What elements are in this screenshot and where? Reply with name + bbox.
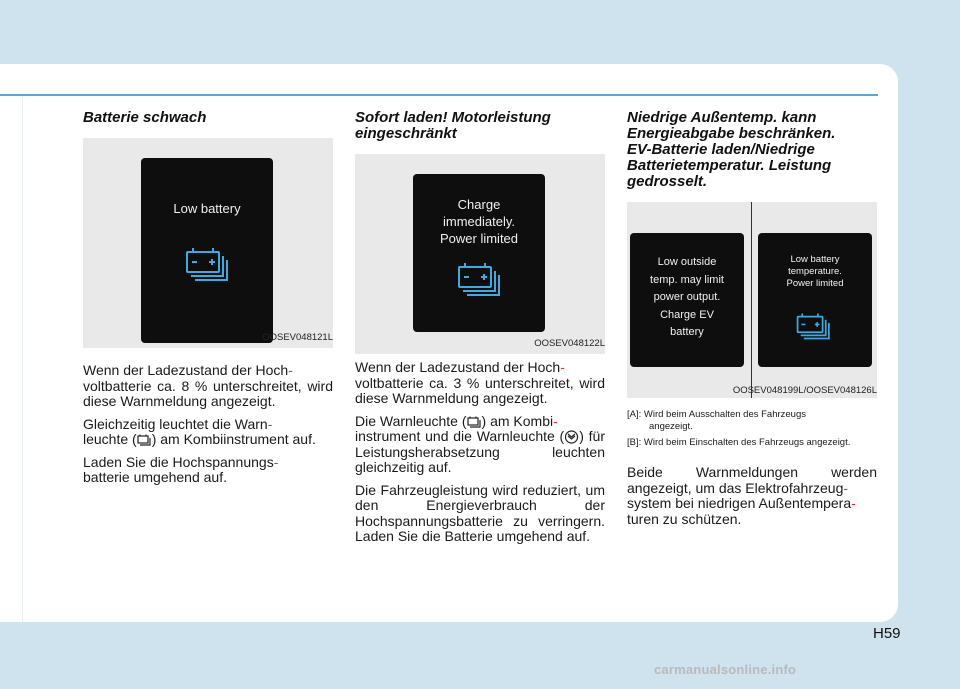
display-message: Low battery bbox=[173, 201, 241, 216]
paragraph bbox=[83, 455, 333, 486]
text: Laden Sie die Hochspannungs bbox=[83, 453, 274, 470]
paragraph: Die Fahrzeugleistung wird reduziert, um den Energieverbrauch der Hochspannungsbatterie zu verringern. Laden Sie die Batterie umgehend auf. bbox=[355, 481, 605, 544]
watermark: carmanualsonline.info bbox=[654, 662, 797, 677]
paragraph bbox=[83, 363, 333, 410]
text: Wenn der Ladezustand der Hoch bbox=[355, 359, 561, 375]
cluster-display bbox=[141, 158, 273, 343]
text: Die Warnleuchte ( bbox=[355, 412, 467, 429]
battery-warning-icon bbox=[185, 246, 231, 282]
battery-icon bbox=[467, 415, 482, 429]
hyphen: - bbox=[273, 453, 279, 470]
figure-code: OOSEV048122L bbox=[534, 338, 605, 349]
text: ) am Kombi bbox=[481, 412, 554, 429]
figure-code: OOSEV048199L/OOSEV048126L bbox=[732, 385, 877, 396]
text: ) für Leistungsherabsetzung leuchten gleichzeitig auf. bbox=[355, 428, 605, 475]
hyphen: - bbox=[288, 362, 293, 378]
battery-icon bbox=[137, 433, 152, 447]
text: Wenn der Ladezustand der Hoch bbox=[83, 362, 289, 378]
hyphen: - bbox=[851, 495, 856, 511]
figure-charge-immediately bbox=[355, 154, 605, 354]
battery-warning-icon bbox=[457, 261, 503, 297]
paragraph bbox=[627, 465, 877, 527]
text: voltbatterie ca. 3 % unterschreitet, wird diese Warnmeldung angezeigt. bbox=[355, 374, 605, 406]
hyphen: - bbox=[560, 359, 565, 375]
section-heading: Sofort laden! Motorleistung eingeschränkt bbox=[355, 109, 551, 142]
text: Gleichzeitig leuchtet die Warn bbox=[83, 415, 268, 432]
figure-code: OOSEV048121L bbox=[262, 332, 333, 343]
text: instrument und die Warnleuchte ( bbox=[355, 428, 565, 444]
hyphen: - bbox=[267, 415, 273, 432]
section-low-temperature bbox=[627, 110, 877, 534]
text: system bei niedrigen Außentempera bbox=[627, 495, 852, 511]
display-message: Low battery temperature. Power limited bbox=[786, 254, 844, 289]
hyphen: - bbox=[553, 412, 558, 429]
text: batterie umgehend auf. bbox=[83, 469, 227, 485]
note-b: [B]: Wird beim Einschalten des Fahrzeugs angezeigt. bbox=[627, 437, 851, 448]
section-heading: Niedrige Außentemp. kann Energieabgabe beschränken. EV-Batterie laden/Niedrige Batterietemperatur. Leistung gedrosselt. bbox=[627, 109, 836, 190]
header-rule bbox=[0, 94, 878, 96]
section-low-battery bbox=[83, 110, 333, 493]
text: angezeigt. bbox=[649, 421, 693, 432]
battery-temperature-icon bbox=[796, 311, 832, 341]
cluster-display-b bbox=[758, 233, 872, 367]
cluster-display bbox=[413, 174, 545, 332]
display-message: Charge immediately. Power limited bbox=[439, 197, 519, 246]
paragraph bbox=[355, 360, 605, 407]
text: turen zu schützen. bbox=[627, 510, 742, 527]
margin-rule bbox=[22, 96, 23, 622]
text: voltbatterie ca. 8 % unterschreitet, wird diese Warnmeldung angezeigt. bbox=[83, 377, 333, 409]
page-number: H59 bbox=[873, 625, 901, 642]
section-charge-immediately bbox=[355, 110, 605, 552]
paragraph bbox=[355, 414, 605, 476]
text: [A]: Wird beim Ausschalten des Fahrzeugs bbox=[627, 409, 806, 420]
paragraph bbox=[83, 417, 333, 448]
text: leuchte ( bbox=[83, 431, 137, 447]
figure-low-battery bbox=[83, 138, 333, 348]
power-limit-icon bbox=[564, 430, 579, 444]
text: Beide Warnmeldungen werden angezeigt, um das Elektrofahrzeug bbox=[627, 464, 877, 496]
section-heading: Batterie schwach bbox=[83, 109, 207, 126]
text: ) am Kombiinstrument auf. bbox=[151, 431, 316, 447]
hyphen: - bbox=[843, 479, 849, 496]
figure-low-temperature bbox=[627, 202, 877, 398]
display-message: Low outside temp. may limit power output. Charge EV battery bbox=[650, 256, 724, 338]
figure-divider bbox=[751, 202, 752, 398]
note-a bbox=[627, 409, 877, 433]
cluster-display-a bbox=[630, 233, 744, 367]
